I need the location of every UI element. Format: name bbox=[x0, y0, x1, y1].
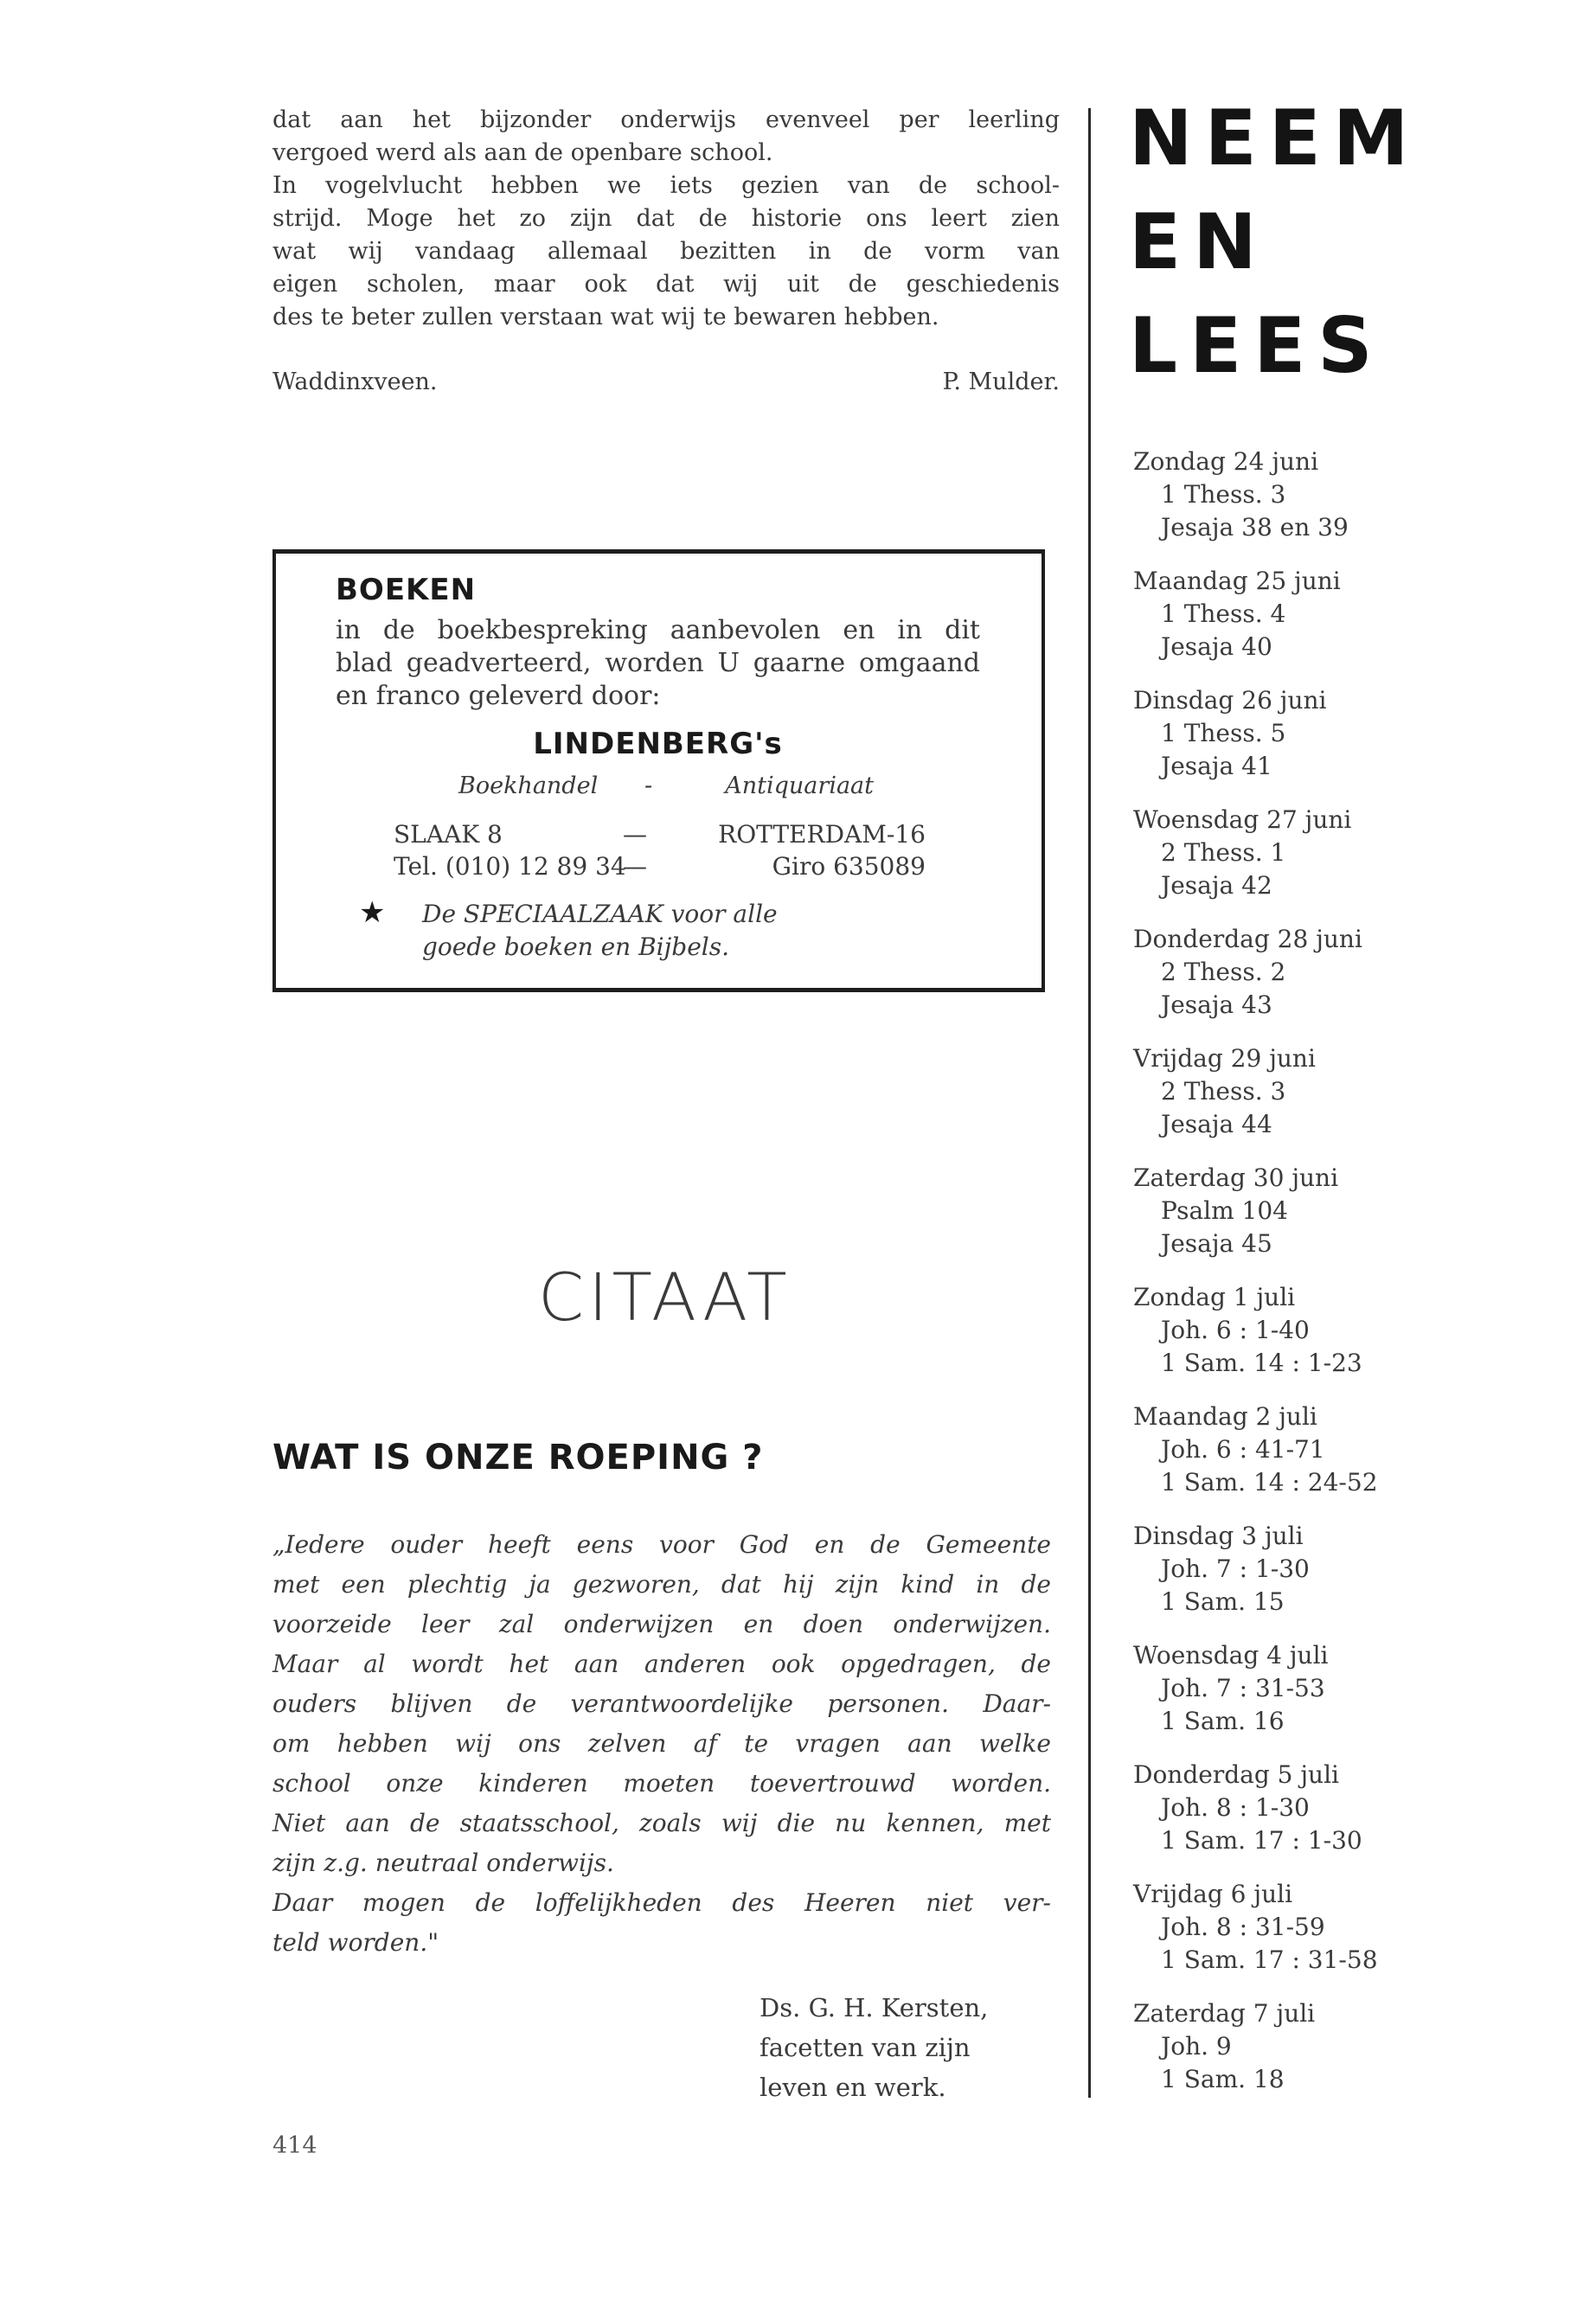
reading-reference: 1 Sam. 18 bbox=[1161, 2065, 1285, 2093]
quote-line: Maar al wordt het aan anderen ook opgedragen, de bbox=[272, 1650, 1051, 1678]
quote-line: Niet aan de staatsschool, zoals wij die nu kennen, met bbox=[272, 1809, 1051, 1837]
reading-day: Zaterdag 7 juli bbox=[1133, 1999, 1316, 2028]
reading-entry bbox=[1133, 1162, 1479, 1260]
quote-line: om hebben wij ons zelven af te vragen aan welke bbox=[272, 1729, 1051, 1758]
sidebar-title-line: EN bbox=[1129, 197, 1269, 286]
reading-entry bbox=[1133, 445, 1479, 544]
reading-day: Vrijdag 6 juli bbox=[1133, 1880, 1293, 1908]
ad-city: ROTTERDAM-16 bbox=[718, 820, 926, 849]
reading-reference: 1 Sam. 14 : 24-52 bbox=[1161, 1468, 1378, 1497]
reading-reference: Jesaja 40 bbox=[1161, 632, 1272, 661]
text-line: In vogelvlucht hebben we iets gezien van de school- bbox=[272, 172, 1060, 199]
reading-day: Dinsdag 26 juni bbox=[1133, 686, 1327, 715]
reading-reference: 2 Thess. 2 bbox=[1161, 958, 1286, 986]
section-heading-citaat: CITAAT bbox=[538, 1259, 792, 1336]
reading-reference: Joh. 7 : 1-30 bbox=[1161, 1554, 1310, 1583]
source-line: facetten van zijn bbox=[760, 2033, 971, 2062]
reading-entry bbox=[1133, 1997, 1479, 2096]
ad-dash: — bbox=[623, 852, 647, 881]
reading-reference: 1 Thess. 5 bbox=[1161, 719, 1286, 747]
quote-line: ouders blijven de verantwoordelijke personen. Daar- bbox=[272, 1689, 1051, 1718]
ad-sub-separator: - bbox=[644, 772, 653, 799]
text-line: eigen scholen, maar ook dat wij uit de geschiedenis bbox=[272, 271, 1060, 298]
reading-reference: 2 Thess. 3 bbox=[1161, 1077, 1286, 1106]
quote-line: met een plechtig ja gezworen, dat hij zijn kind in de bbox=[272, 1570, 1051, 1599]
source-line: Ds. G. H. Kersten, bbox=[760, 1993, 989, 2022]
ad-text bbox=[336, 614, 980, 713]
text-line: dat aan het bijzonder onderwijs evenveel per leerling bbox=[272, 106, 1060, 133]
text-line: wat wij vandaag allemaal bezitten in de vorm van bbox=[272, 238, 1060, 265]
reading-day: Woensdag 4 juli bbox=[1133, 1641, 1329, 1670]
reading-reference: Joh. 7 : 31-53 bbox=[1161, 1674, 1325, 1702]
reading-reference: Joh. 8 : 1-30 bbox=[1161, 1793, 1310, 1822]
source-line: leven en werk. bbox=[760, 2073, 946, 2102]
reading-reference: Jesaja 43 bbox=[1161, 990, 1272, 1019]
text-line: des te beter zullen verstaan wat wij te bewaren hebben. bbox=[272, 304, 939, 330]
reading-entry bbox=[1133, 1520, 1479, 1618]
quote-line: school onze kinderen moeten toevertrouwd worden. bbox=[272, 1769, 1051, 1798]
reading-reference: 1 Sam. 16 bbox=[1161, 1707, 1285, 1735]
reading-day: Zondag 1 juli bbox=[1133, 1283, 1296, 1311]
ad-slogan-line: De SPECIAALZAAK voor alle bbox=[422, 900, 778, 928]
reading-reference: Joh. 8 : 31-59 bbox=[1161, 1913, 1325, 1941]
quote-line: „Iedere ouder heeft eens voor God en de Gemeente bbox=[272, 1530, 1051, 1559]
reading-day: Zondag 24 juni bbox=[1133, 447, 1319, 476]
reading-reference: Joh. 9 bbox=[1161, 2032, 1232, 2061]
reading-day: Donderdag 28 juni bbox=[1133, 925, 1362, 953]
quote-line: voorzeide leer zal onderwijzen en doen onderwijzen. bbox=[272, 1610, 1051, 1638]
ad-slogan bbox=[422, 898, 907, 964]
reading-entry bbox=[1133, 684, 1479, 783]
ad-text-line: in de boekbespreking aanbevolen en in dit bbox=[336, 615, 980, 645]
reading-schedule bbox=[1133, 445, 1479, 2117]
reading-entry bbox=[1133, 923, 1479, 1022]
reading-reference: Jesaja 42 bbox=[1161, 871, 1272, 900]
ad-text-line: en franco geleverd door: bbox=[336, 681, 661, 711]
sidebar-title bbox=[1129, 87, 1420, 398]
reading-day: Woensdag 27 juni bbox=[1133, 805, 1352, 834]
reading-reference: Joh. 6 : 1-40 bbox=[1161, 1316, 1310, 1344]
signoff-place: Waddinxveen. bbox=[272, 369, 438, 395]
ad-phone: Tel. (010) 12 89 34 bbox=[394, 852, 626, 881]
ad-slogan-line: goede boeken en Bijbels. bbox=[422, 933, 730, 961]
quote-source bbox=[760, 1988, 988, 2107]
ad-sub-right: Antiquariaat bbox=[725, 772, 874, 799]
quote-line: zijn z.g. neutraal onderwijs. bbox=[272, 1849, 614, 1877]
page-number: 414 bbox=[272, 2132, 317, 2159]
quote-title: WAT IS ONZE ROEPING ? bbox=[272, 1438, 764, 1477]
quote-body bbox=[272, 1525, 1051, 1963]
reading-entry bbox=[1133, 1878, 1479, 1977]
reading-entry bbox=[1133, 1639, 1479, 1738]
reading-reference: 1 Thess. 3 bbox=[1161, 480, 1286, 509]
reading-entry bbox=[1133, 565, 1479, 663]
reading-day: Dinsdag 3 juli bbox=[1133, 1522, 1304, 1550]
quote-line: teld worden." bbox=[272, 1928, 439, 1957]
reading-entry bbox=[1133, 1042, 1479, 1141]
reading-day: Vrijdag 29 juni bbox=[1133, 1044, 1316, 1073]
reading-reference: Jesaja 38 en 39 bbox=[1161, 513, 1349, 542]
text-line: vergoed werd als aan de openbare school. bbox=[272, 139, 773, 166]
reading-day: Zaterdag 30 juni bbox=[1133, 1163, 1339, 1192]
reading-entry bbox=[1133, 1281, 1479, 1380]
reading-reference: 1 Thess. 4 bbox=[1161, 599, 1286, 628]
reading-reference: 1 Sam. 17 : 31-58 bbox=[1161, 1945, 1378, 1974]
reading-entry bbox=[1133, 804, 1479, 902]
ad-title: BOEKEN bbox=[336, 573, 477, 607]
reading-reference: 1 Sam. 17 : 1-30 bbox=[1161, 1826, 1362, 1855]
ad-dash: — bbox=[623, 820, 647, 849]
reading-reference: Psalm 104 bbox=[1161, 1196, 1288, 1225]
column-divider bbox=[1088, 108, 1091, 2098]
star-icon: ★ bbox=[359, 895, 386, 930]
reading-entry bbox=[1133, 1759, 1479, 1857]
sidebar-title-line: NEEM bbox=[1129, 93, 1421, 183]
reading-day: Maandag 2 juli bbox=[1133, 1402, 1317, 1431]
signoff-author: P. Mulder. bbox=[942, 369, 1060, 395]
reading-day: Maandag 25 juni bbox=[1133, 567, 1341, 595]
article-closing-paragraph bbox=[272, 104, 1060, 334]
ad-street: SLAAK 8 bbox=[394, 820, 503, 849]
quote-line: Daar mogen de loffelijkheden des Heeren niet ver- bbox=[272, 1888, 1051, 1917]
ad-text-line: blad geadverteerd, worden U gaarne omgaand bbox=[336, 648, 980, 678]
reading-entry bbox=[1133, 1400, 1479, 1499]
reading-reference: Joh. 6 : 41-71 bbox=[1161, 1435, 1325, 1464]
ad-giro: Giro 635089 bbox=[772, 852, 926, 881]
ad-shop-name: LINDENBERG's bbox=[533, 727, 783, 761]
reading-reference: 1 Sam. 15 bbox=[1161, 1587, 1285, 1616]
reading-reference: Jesaja 45 bbox=[1161, 1229, 1272, 1258]
reading-day: Donderdag 5 juli bbox=[1133, 1760, 1339, 1789]
reading-reference: Jesaja 44 bbox=[1161, 1110, 1272, 1138]
reading-reference: 1 Sam. 14 : 1-23 bbox=[1161, 1349, 1362, 1377]
reading-reference: 2 Thess. 1 bbox=[1161, 838, 1286, 867]
text-line: strijd. Moge het zo zijn dat de historie ons leert zien bbox=[272, 205, 1060, 232]
ad-sub-left: Boekhandel bbox=[458, 772, 599, 799]
sidebar-title-line: LEES bbox=[1129, 301, 1385, 390]
reading-reference: Jesaja 41 bbox=[1161, 752, 1272, 780]
